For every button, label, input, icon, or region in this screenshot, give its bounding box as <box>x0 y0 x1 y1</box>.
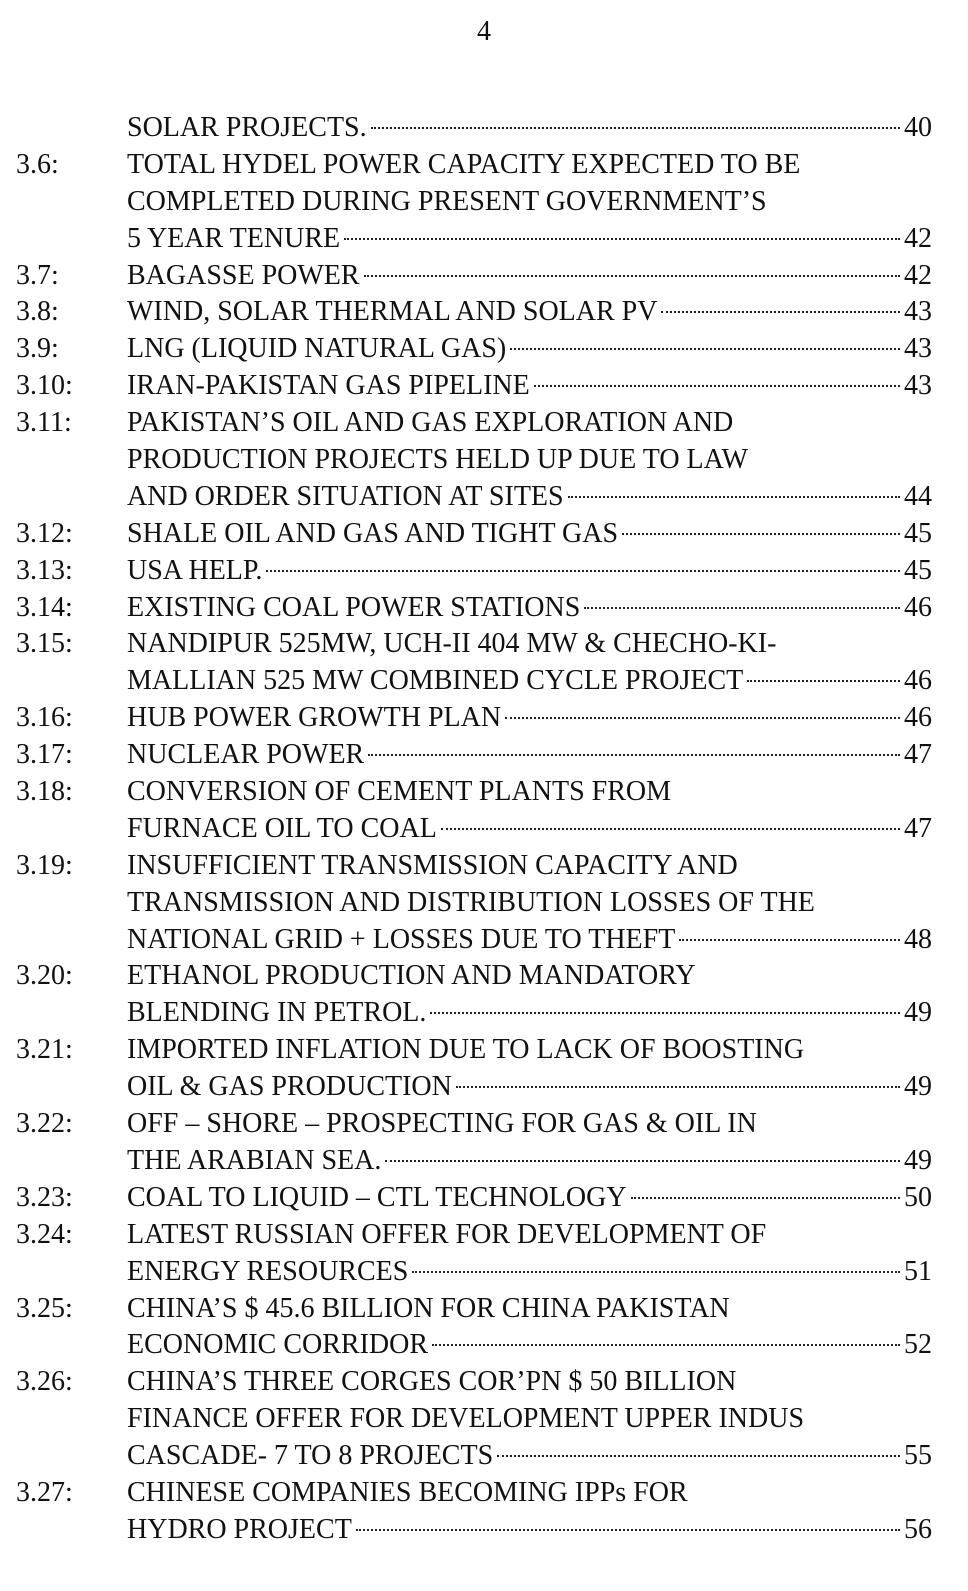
toc-title-with-page <box>127 1512 932 1549</box>
page-reference: 49 <box>904 1071 932 1103</box>
section-title: IRAN-PAKISTAN GAS PIPELINE <box>127 370 530 402</box>
toc-title-with-page <box>127 258 932 295</box>
toc-title-with-page <box>127 221 932 258</box>
section-title: PRODUCTION PROJECTS HELD UP DUE TO LAW <box>127 444 749 476</box>
page-reference: 42 <box>904 259 932 291</box>
dot-leader <box>631 1197 900 1199</box>
section-number: 3.22: <box>16 1108 73 1140</box>
section-title: PAKISTAN’S OIL AND GAS EXPLORATION AND <box>127 407 734 439</box>
toc-title-with-page <box>127 516 932 553</box>
toc-title-with-page <box>127 590 932 627</box>
toc-title-with-page <box>127 663 932 700</box>
page-number: 4 <box>477 16 491 47</box>
section-title: 5 YEAR TENURE <box>127 222 341 254</box>
section-title: LNG (LIQUID NATURAL GAS) <box>127 333 507 365</box>
page-reference: 49 <box>904 1144 932 1176</box>
toc-line <box>0 848 968 885</box>
section-title: BAGASSE POWER <box>127 259 360 291</box>
toc-line <box>0 184 968 221</box>
section-number: 3.6: <box>16 148 59 180</box>
dot-leader <box>679 939 900 941</box>
toc-title-with-page <box>127 1069 932 1106</box>
toc-entry <box>0 1032 968 1106</box>
table-of-contents <box>0 110 968 1549</box>
toc-title-with-page <box>127 1254 932 1291</box>
section-number: 3.9: <box>16 333 59 365</box>
toc-line <box>0 590 968 627</box>
toc-line <box>0 885 968 922</box>
toc-line <box>0 663 968 700</box>
toc-title-with-page <box>127 811 932 848</box>
dot-leader <box>534 385 900 387</box>
toc-line <box>0 811 968 848</box>
toc-entry <box>0 1291 968 1365</box>
section-number: 3.10: <box>16 370 73 402</box>
toc-title-with-page <box>127 110 932 147</box>
section-title: CHINESE COMPANIES BECOMING IPPs FOR <box>127 1476 688 1508</box>
toc-entry <box>0 774 968 848</box>
toc-line <box>0 958 968 995</box>
section-title: SOLAR PROJECTS. <box>127 112 367 143</box>
page-reference: 46 <box>904 665 932 697</box>
section-number: 3.12: <box>16 517 73 549</box>
section-number: 3.17: <box>16 739 73 771</box>
toc-line <box>0 1401 968 1438</box>
section-number: 3.16: <box>16 702 73 734</box>
toc-line <box>0 258 968 295</box>
toc-entry <box>0 147 968 258</box>
toc-entry <box>0 110 968 147</box>
section-title: EXISTING COAL POWER STATIONS <box>127 591 581 623</box>
page-reference: 46 <box>904 702 932 734</box>
toc-entry <box>0 1475 968 1549</box>
section-title: IMPORTED INFLATION DUE TO LACK OF BOOSTING <box>127 1034 805 1066</box>
section-title: LATEST RUSSIAN OFFER FOR DEVELOPMENT OF <box>127 1218 767 1250</box>
section-number: 3.11: <box>16 407 72 439</box>
toc-title-with-page <box>127 294 932 331</box>
toc-line <box>0 995 968 1032</box>
dot-leader <box>510 348 900 350</box>
section-title: HUB POWER GROWTH PLAN <box>127 702 502 734</box>
toc-entry <box>0 1106 968 1180</box>
page-reference: 55 <box>904 1440 932 1472</box>
section-title: USA HELP. <box>127 554 263 586</box>
section-title: CHINA’S $ 45.6 BILLION FOR CHINA PAKISTAN <box>127 1292 730 1324</box>
toc-title-with-page <box>127 737 932 774</box>
page-reference: 56 <box>904 1513 932 1545</box>
section-title: CASCADE- 7 TO 8 PROJECTS <box>127 1440 494 1472</box>
section-number: 3.20: <box>16 960 73 992</box>
section-title: ETHANOL PRODUCTION AND MANDATORY <box>127 960 696 992</box>
page-reference: 47 <box>904 739 932 771</box>
dot-leader <box>441 828 900 830</box>
toc-title-with-page <box>127 700 932 737</box>
toc-entry <box>0 258 968 295</box>
toc-title-with-page <box>127 368 932 405</box>
section-title: AND ORDER SITUATION AT SITES <box>127 480 564 512</box>
toc-entry <box>0 590 968 627</box>
toc-entry <box>0 1217 968 1291</box>
toc-line <box>0 442 968 479</box>
dot-leader <box>622 533 900 535</box>
page-reference: 47 <box>904 812 932 844</box>
toc-entry <box>0 368 968 405</box>
toc-title-with-page <box>127 1327 932 1364</box>
section-number: 3.8: <box>16 296 59 328</box>
section-title: WIND, SOLAR THERMAL AND SOLAR PV <box>127 296 658 328</box>
toc-line <box>0 516 968 553</box>
dot-leader <box>747 680 900 682</box>
toc-line <box>0 626 968 663</box>
page-reference: 40 <box>904 112 932 143</box>
toc-entry <box>0 331 968 368</box>
toc-line <box>0 1106 968 1143</box>
section-title: OIL & GAS PRODUCTION <box>127 1071 452 1103</box>
section-title: ENERGY RESOURCES <box>127 1255 409 1287</box>
toc-line <box>0 405 968 442</box>
toc-entry <box>0 516 968 553</box>
dot-leader <box>430 1012 900 1014</box>
toc-line <box>0 1254 968 1291</box>
toc-title-with-page <box>127 1438 932 1475</box>
dot-leader <box>412 1271 900 1273</box>
dot-leader <box>371 127 900 129</box>
toc-line <box>0 1438 968 1475</box>
page-reference: 42 <box>904 222 932 254</box>
toc-title-with-page <box>127 553 932 590</box>
toc-line <box>0 774 968 811</box>
toc-title-with-page <box>127 1143 932 1180</box>
dot-leader <box>364 275 900 277</box>
toc-line <box>0 1364 968 1401</box>
toc-line <box>0 294 968 331</box>
dot-leader <box>584 607 900 609</box>
toc-entry <box>0 1180 968 1217</box>
page-reference: 45 <box>904 517 932 549</box>
toc-line <box>0 1512 968 1549</box>
section-number: 3.24: <box>16 1218 73 1250</box>
toc-title-with-page <box>127 1180 932 1217</box>
dot-leader <box>344 238 900 240</box>
section-title: MALLIAN 525 MW COMBINED CYCLE PROJECT <box>127 665 744 697</box>
section-title: CONVERSION OF CEMENT PLANTS FROM <box>127 776 672 808</box>
page-reference: 45 <box>904 554 932 586</box>
toc-line <box>0 368 968 405</box>
toc-line <box>0 1327 968 1364</box>
page-reference: 51 <box>904 1255 932 1287</box>
section-number: 3.26: <box>16 1366 73 1398</box>
toc-entry <box>0 1364 968 1475</box>
dot-leader <box>456 1086 900 1088</box>
toc-line <box>0 553 968 590</box>
dot-leader <box>432 1344 900 1346</box>
section-title: COMPLETED DURING PRESENT GOVERNMENT’S <box>127 185 767 217</box>
toc-title-with-page <box>127 922 932 959</box>
toc-line <box>0 737 968 774</box>
section-title: BLENDING IN PETROL. <box>127 997 427 1029</box>
page-reference: 49 <box>904 997 932 1029</box>
section-title: NANDIPUR 525MW, UCH-II 404 MW & CHECHO-KI- <box>127 628 777 660</box>
toc-line <box>0 1143 968 1180</box>
page-reference: 52 <box>904 1329 932 1361</box>
toc-entry <box>0 958 968 1032</box>
section-title: INSUFFICIENT TRANSMISSION CAPACITY AND <box>127 849 738 881</box>
dot-leader <box>385 1160 900 1162</box>
section-number: 3.14: <box>16 591 73 623</box>
toc-line <box>0 1032 968 1069</box>
toc-line <box>0 221 968 258</box>
toc-entry <box>0 700 968 737</box>
dot-leader <box>368 754 900 756</box>
toc-line <box>0 1475 968 1512</box>
page-reference: 43 <box>904 296 932 328</box>
toc-line <box>0 922 968 959</box>
toc-line <box>0 110 968 147</box>
page-reference: 43 <box>904 333 932 365</box>
page-reference: 46 <box>904 591 932 623</box>
toc-entry <box>0 848 968 959</box>
page-reference: 44 <box>904 480 932 512</box>
section-title: ECONOMIC CORRIDOR <box>127 1329 429 1361</box>
dot-leader <box>356 1529 900 1531</box>
section-title: OFF – SHORE – PROSPECTING FOR GAS & OIL IN <box>127 1108 757 1140</box>
toc-entry <box>0 737 968 774</box>
section-title: NATIONAL GRID + LOSSES DUE TO THEFT <box>127 923 676 955</box>
toc-line <box>0 479 968 516</box>
section-title: FURNACE OIL TO COAL <box>127 812 437 844</box>
section-number: 3.7: <box>16 259 59 291</box>
toc-line <box>0 1291 968 1328</box>
toc-entry <box>0 626 968 700</box>
section-title: THE ARABIAN SEA. <box>127 1144 382 1176</box>
section-title: COAL TO LIQUID – CTL TECHNOLOGY <box>127 1181 627 1213</box>
page-reference: 43 <box>904 370 932 402</box>
toc-entry <box>0 294 968 331</box>
dot-leader <box>497 1455 900 1457</box>
toc-line <box>0 1217 968 1254</box>
section-number: 3.13: <box>16 554 73 586</box>
section-title: FINANCE OFFER FOR DEVELOPMENT UPPER INDUS <box>127 1403 805 1435</box>
section-title: CHINA’S THREE CORGES COR’PN $ 50 BILLION <box>127 1366 737 1398</box>
dot-leader <box>505 717 900 719</box>
dot-leader <box>661 311 900 313</box>
toc-line <box>0 1069 968 1106</box>
toc-title-with-page <box>127 331 932 368</box>
page-reference: 48 <box>904 923 932 955</box>
section-number: 3.19: <box>16 849 73 881</box>
section-title: TRANSMISSION AND DISTRIBUTION LOSSES OF THE <box>127 886 815 918</box>
section-number: 3.23: <box>16 1181 73 1213</box>
section-number: 3.27: <box>16 1476 73 1508</box>
section-number: 3.18: <box>16 776 73 808</box>
toc-entry <box>0 405 968 516</box>
toc-title-with-page <box>127 995 932 1032</box>
section-title: TOTAL HYDEL POWER CAPACITY EXPECTED TO BE <box>127 148 801 180</box>
section-title: NUCLEAR POWER <box>127 739 365 771</box>
toc-title-with-page <box>127 479 932 516</box>
page-reference: 50 <box>904 1181 932 1213</box>
section-title: SHALE OIL AND GAS AND TIGHT GAS <box>127 517 619 549</box>
toc-entry <box>0 553 968 590</box>
toc-line <box>0 700 968 737</box>
dot-leader <box>266 570 900 572</box>
dot-leader <box>568 496 900 498</box>
toc-line <box>0 147 968 184</box>
section-number: 3.21: <box>16 1034 73 1066</box>
section-title: HYDRO PROJECT <box>127 1513 352 1545</box>
toc-line <box>0 1180 968 1217</box>
section-number: 3.25: <box>16 1292 73 1324</box>
section-number: 3.15: <box>16 628 73 660</box>
toc-line <box>0 331 968 368</box>
